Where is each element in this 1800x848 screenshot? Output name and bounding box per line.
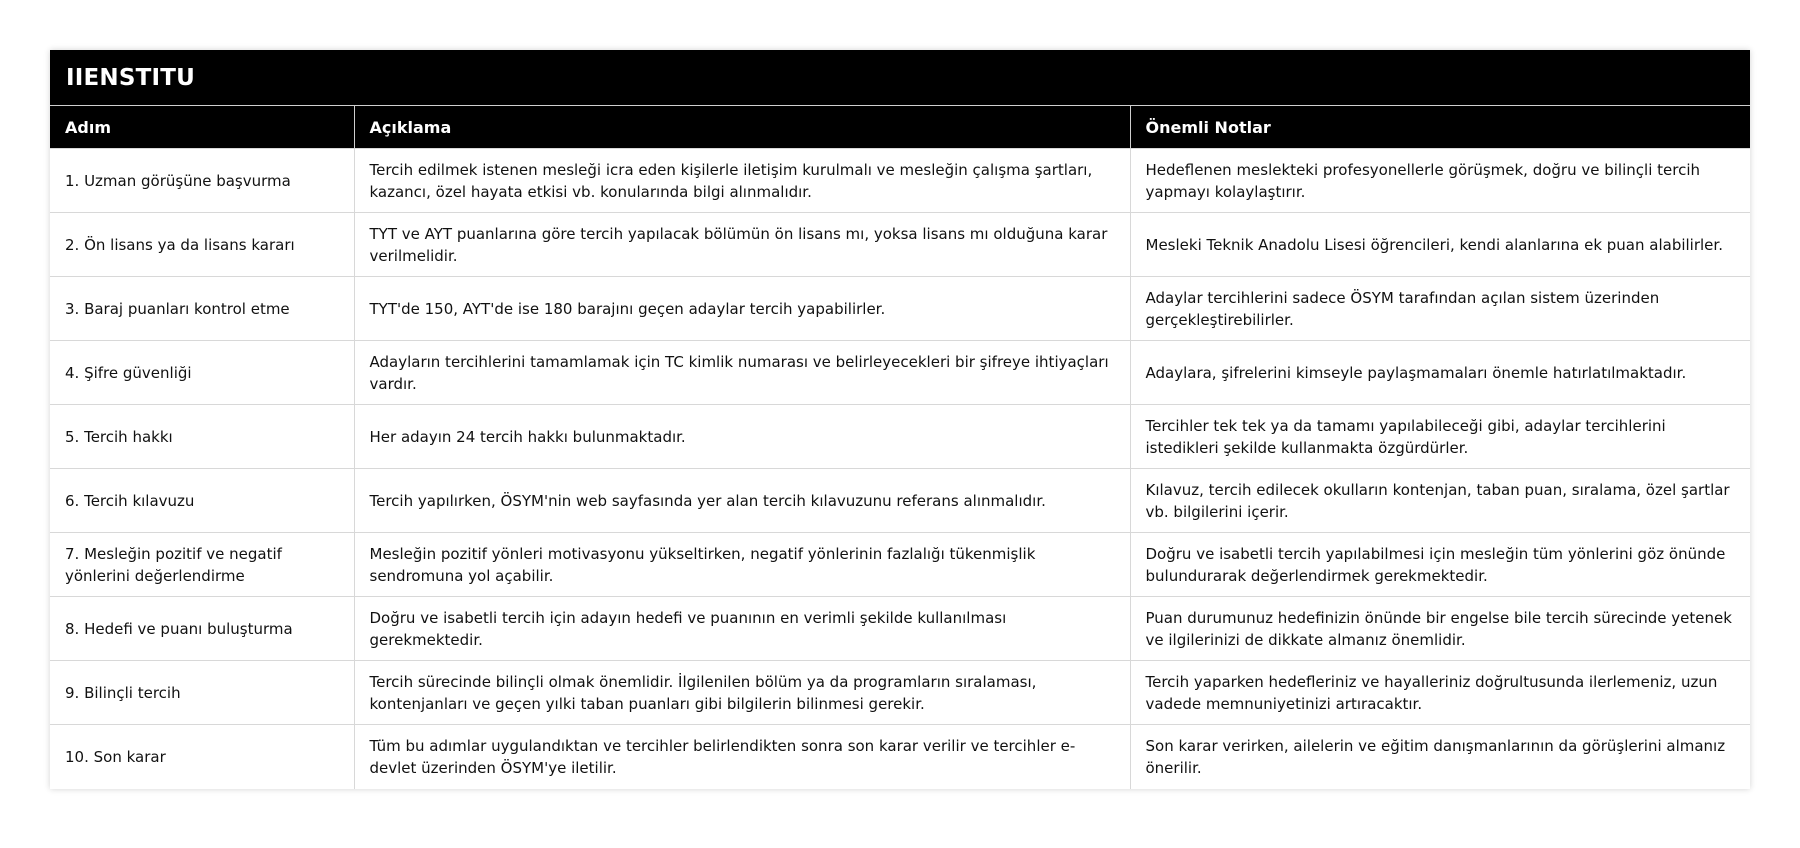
cell-notes: Adaylara, şifrelerini kimseyle paylaşmamaları önemle hatırlatılmaktadır. [1130,341,1750,405]
table-row [50,405,1750,469]
column-header-notes: Önemli Notlar [1130,106,1750,149]
cell-notes: Puan durumunuz hedefinizin önünde bir engelse bile tercih sürecinde yetenek ve ilgilerinizi de dikkate almanız önemlidir. [1130,597,1750,661]
cell-step: 6. Tercih kılavuzu [50,469,354,533]
table-row [50,341,1750,405]
table-row [50,661,1750,725]
cell-notes: Doğru ve isabetli tercih yapılabilmesi için mesleğin tüm yönlerini göz önünde bulundurarak değerlendirmek gerekmektedir. [1130,533,1750,597]
column-header-step: Adım [50,106,354,149]
table-row [50,213,1750,277]
cell-step: 10. Son karar [50,725,354,789]
cell-step: 5. Tercih hakkı [50,405,354,469]
table-title: IIENSTITU [50,50,1750,105]
table-row [50,725,1750,789]
cell-description: Tercih edilmek istenen mesleği icra eden kişilerle iletişim kurulmalı ve mesleğin çalışma şartları, kazancı, özel hayata etkisi vb. konularında bilgi alınmalıdır. [354,149,1130,213]
cell-step: 7. Mesleğin pozitif ve negatif yönlerini değerlendirme [50,533,354,597]
cell-step: 3. Baraj puanları kontrol etme [50,277,354,341]
cell-step: 1. Uzman görüşüne başvurma [50,149,354,213]
column-header-description: Açıklama [354,106,1130,149]
cell-step: 2. Ön lisans ya da lisans kararı [50,213,354,277]
cell-description: Adayların tercihlerini tamamlamak için TC kimlik numarası ve belirleyecekleri bir şifreye ihtiyaçları vardır. [354,341,1130,405]
steps-table [50,105,1750,789]
cell-description: Tüm bu adımlar uygulandıktan ve tercihler belirlendikten sonra son karar verilir ve tercihler e-devlet üzerinden ÖSYM'ye iletilir. [354,725,1130,789]
cell-description: Tercih yapılırken, ÖSYM'nin web sayfasında yer alan tercih kılavuzunu referans alınmalıdır. [354,469,1130,533]
table-card [50,50,1750,789]
cell-step: 4. Şifre güvenliği [50,341,354,405]
cell-notes: Hedeflenen meslekteki profesyonellerle görüşmek, doğru ve bilinçli tercih yapmayı kolaylaştırır. [1130,149,1750,213]
cell-description: TYT ve AYT puanlarına göre tercih yapılacak bölümün ön lisans mı, yoksa lisans mı olduğuna karar verilmelidir. [354,213,1130,277]
table-row [50,533,1750,597]
cell-description: Mesleğin pozitif yönleri motivasyonu yükseltirken, negatif yönlerinin fazlalığı tükenmişlik sendromuna yol açabilir. [354,533,1130,597]
cell-description: Tercih sürecinde bilinçli olmak önemlidir. İlgilenilen bölüm ya da programların sıralaması, kontenjanları ve geçen yılki taban puanları gibi bilgilerin bilinmesi gerekir. [354,661,1130,725]
cell-notes: Son karar verirken, ailelerin ve eğitim danışmanlarının da görüşlerini almanız önerilir. [1130,725,1750,789]
cell-description: TYT'de 150, AYT'de ise 180 barajını geçen adaylar tercih yapabilirler. [354,277,1130,341]
cell-notes: Tercihler tek tek ya da tamamı yapılabileceği gibi, adaylar tercihlerini istedikleri şekilde kullanmakta özgürdürler. [1130,405,1750,469]
cell-step: 9. Bilinçli tercih [50,661,354,725]
cell-description: Doğru ve isabetli tercih için adayın hedefi ve puanının en verimli şekilde kullanılması gerekmektedir. [354,597,1130,661]
cell-description: Her adayın 24 tercih hakkı bulunmaktadır. [354,405,1130,469]
cell-notes: Adaylar tercihlerini sadece ÖSYM tarafından açılan sistem üzerinden gerçekleştirebilirler. [1130,277,1750,341]
cell-notes: Tercih yaparken hedefleriniz ve hayalleriniz doğrultusunda ilerlemeniz, uzun vadede memnuniyetinizi artıracaktır. [1130,661,1750,725]
header-row [50,106,1750,149]
cell-notes: Mesleki Teknik Anadolu Lisesi öğrencileri, kendi alanlarına ek puan alabilirler. [1130,213,1750,277]
cell-step: 8. Hedefi ve puanı buluşturma [50,597,354,661]
table-row [50,277,1750,341]
table-row [50,597,1750,661]
cell-notes: Kılavuz, tercih edilecek okulların kontenjan, taban puan, sıralama, özel şartlar vb. bilgilerini içerir. [1130,469,1750,533]
table-row [50,469,1750,533]
table-row [50,149,1750,213]
